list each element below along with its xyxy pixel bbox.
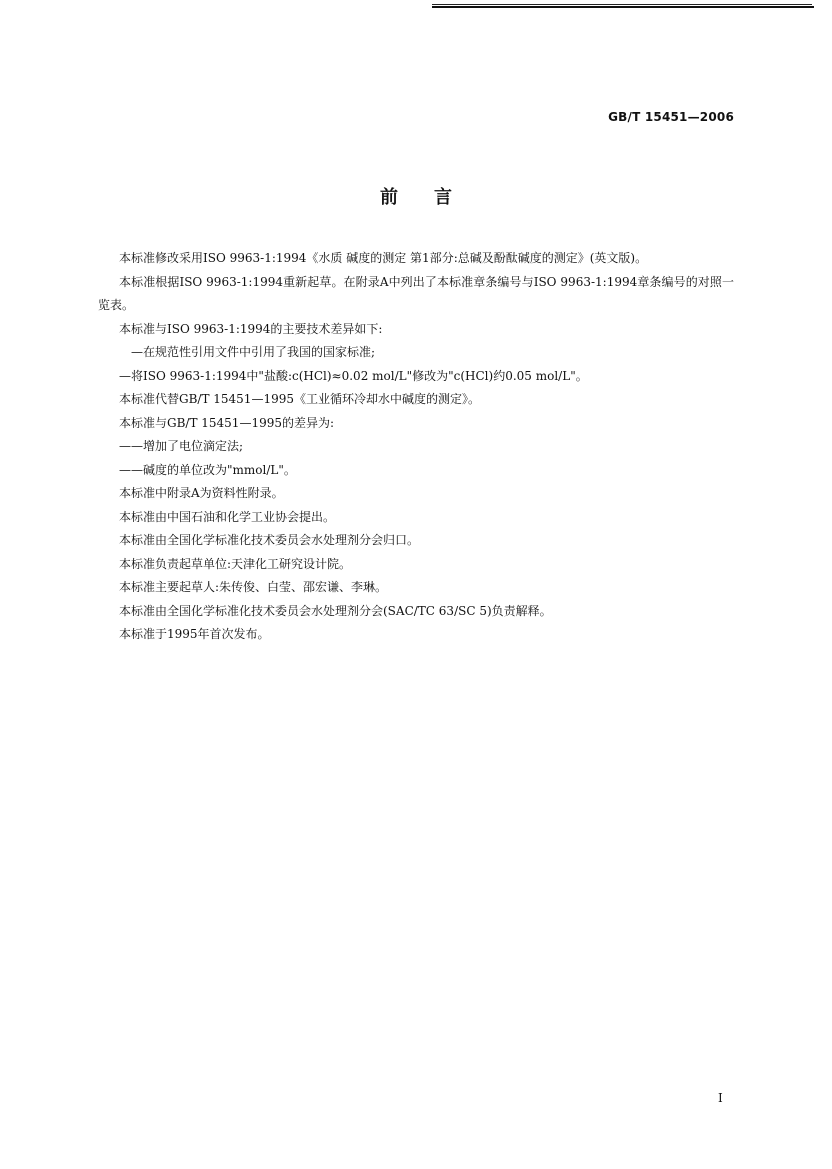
paragraph-drafters: 本标准主要起草人:朱传俊、白莹、邵宏谦、李琳。 [119,580,388,594]
paragraph-centralized-by: 本标准由全国化学标准化技术委员会水处理剂分会归口。 [119,533,420,547]
paragraph-differences: 本标准与GB/T 15451—1995的差异为: [119,415,335,430]
page-title: 前 言 [380,187,452,208]
list-item: —在规范性引用文件中引用了我国的国家标准; [131,345,376,359]
paragraph-drafting-unit: 本标准负责起草单位:天津化工研究设计院。 [119,556,352,571]
list-item: ——碱度的单位改为"mmol/L"。 [119,462,296,477]
page-number: I [718,1091,723,1105]
list-item: —将ISO 9963-1:1994中"盐酸:c(HCl)≈0.02 mol/L"修改为"c(HCl)约0.05 mol/L"。 [119,368,588,383]
paragraph-annex: 本标准中附录A为资料性附录。 [119,486,284,500]
paragraph-proposed-by: 本标准由中国石油和化学工业协会提出。 [119,509,336,524]
paragraph-tech-differences: 本标准与ISO 9963-1:1994的主要技术差异如下: [119,321,383,336]
paragraph-interpretation: 本标准由全国化学标准化技术委员会水处理剂分会(SAC/TC 63/SC 5)负责解释。 [119,603,552,618]
standard-code: GB/T 15451—2006 [608,110,734,124]
header-rule-thick [432,6,814,8]
paragraph-redrafting: 本标准根据ISO 9963-1:1994重新起草。在附录A中列出了本标准章条编号与ISO 9963-1:1994章条编号的对照一览表。 [98,274,734,312]
paragraph-replaces: 本标准代替GB/T 15451—1995《工业循环冷却水中碱度的测定》。 [119,392,480,406]
paragraph-adoption: 本标准修改采用ISO 9963-1:1994《水质 碱度的测定 第1部分:总碱及酚酞碱度的测定》(英文版)。 [119,251,648,265]
list-item: ——增加了电位滴定法; [119,439,244,453]
foreword-body [98,247,734,647]
paragraph-first-issued: 本标准于1995年首次发布。 [119,627,270,641]
header-rule-thin [432,4,812,5]
